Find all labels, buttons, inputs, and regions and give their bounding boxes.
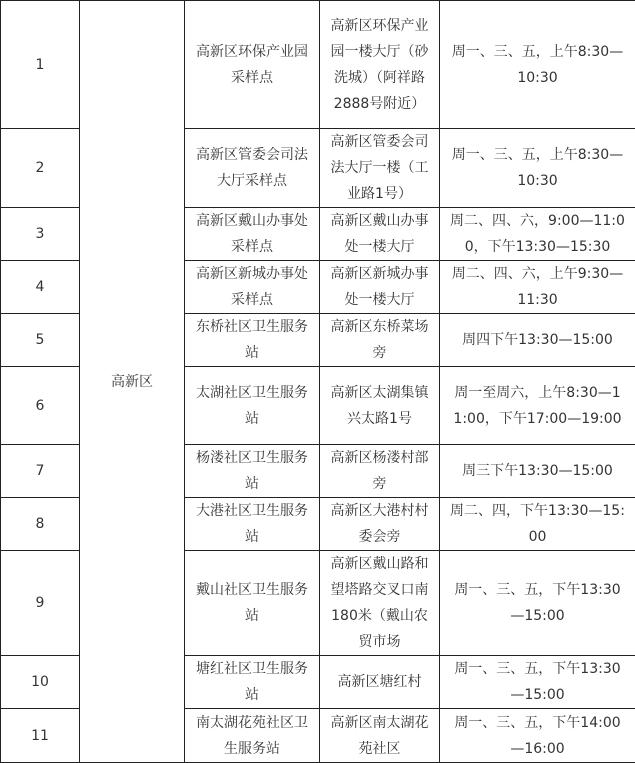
site-hours: 周一、三、五，下午13:30—15:00: [440, 551, 635, 656]
site-hours: 周二、四、六，上午9:30—11:30: [440, 261, 635, 314]
site-hours: 周一至周六，上午8:30—11:00，下午17:00—19:00: [440, 367, 635, 445]
site-name: 高新区新城办事处采样点: [185, 261, 320, 314]
site-hours: 周一、三、五，下午14:00—16:00: [440, 709, 635, 763]
site-address: 高新区太湖集镇兴太路1号: [320, 367, 440, 445]
table-row: [1, 1, 635, 129]
site-hours: 周四下午13:30—15:00: [440, 314, 635, 367]
site-name: 太湖社区卫生服务站: [185, 367, 320, 445]
site-address: 高新区南太湖花苑社区: [320, 709, 440, 763]
row-number: 9: [1, 551, 80, 656]
site-hours: 周三下午13:30—15:00: [440, 445, 635, 498]
row-number: 10: [1, 656, 80, 709]
site-name: 杨溇社区卫生服务站: [185, 445, 320, 498]
site-address: 高新区戴山路和望塔路交叉口南180米（戴山农贸市场: [320, 551, 440, 656]
row-number: 8: [1, 498, 80, 551]
site-address: 高新区塘红村: [320, 656, 440, 709]
site-name: 东桥社区卫生服务站: [185, 314, 320, 367]
site-hours: 周二、四、六，9:00—11:00，下午13:30—15:30: [440, 208, 635, 261]
site-address: 高新区管委会司法大厅一楼（工业路1号）: [320, 129, 440, 208]
site-address: 高新区东桥菜场旁: [320, 314, 440, 367]
site-name: 塘红社区卫生服务站: [185, 656, 320, 709]
site-name: 大港社区卫生服务站: [185, 498, 320, 551]
site-address: 高新区杨溇村部旁: [320, 445, 440, 498]
row-number: 1: [1, 1, 80, 129]
site-name: 高新区管委会司法大厅采样点: [185, 129, 320, 208]
site-hours: 周二、四，下午13:30—15:00: [440, 498, 635, 551]
row-number: 7: [1, 445, 80, 498]
site-address: 高新区新城办事处一楼大厅: [320, 261, 440, 314]
row-number: 11: [1, 709, 80, 763]
site-hours: 周一、三、五，上午8:30—10:30: [440, 1, 635, 129]
site-address: 高新区戴山办事处一楼大厅: [320, 208, 440, 261]
row-number: 4: [1, 261, 80, 314]
district-cell: 高新区: [80, 1, 185, 763]
site-address: 高新区环保产业园一楼大厅（砂洗城）（阿祥路2888号附近）: [320, 1, 440, 129]
site-name: 南太湖花苑社区卫生服务站: [185, 709, 320, 763]
site-hours: 周一、三、五，上午8:30—10:30: [440, 129, 635, 208]
row-number: 3: [1, 208, 80, 261]
site-name: 高新区环保产业园采样点: [185, 1, 320, 129]
site-address: 高新区大港村村委会旁: [320, 498, 440, 551]
site-hours: 周一、三、五，下午13:30—15:00: [440, 656, 635, 709]
row-number: 2: [1, 129, 80, 208]
site-name: 高新区戴山办事处采样点: [185, 208, 320, 261]
site-name: 戴山社区卫生服务站: [185, 551, 320, 656]
row-number: 6: [1, 367, 80, 445]
row-number: 5: [1, 314, 80, 367]
